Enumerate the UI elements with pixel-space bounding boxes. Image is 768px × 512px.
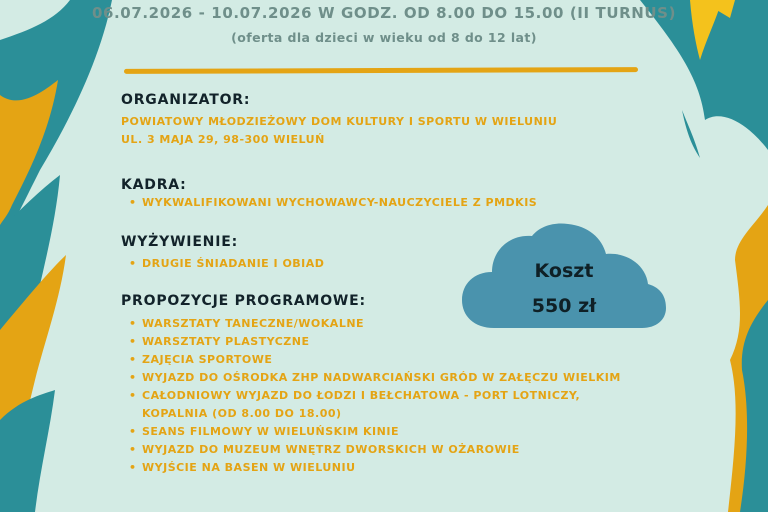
dates-line: 06.07.2026 - 10.07.2026 W GODZ. OD 8.00 DO 15.00 (II TURNUS): [91, 4, 677, 22]
list-item: • WYJAZD DO OŚRODKA ZHP NADWARCIAŃSKI GRÓD W ZAŁĘCZU WIELKIM: [129, 369, 621, 387]
food-heading: WYŻYWIENIE:: [121, 234, 238, 250]
cost-label: Koszt: [534, 260, 594, 282]
organizer-heading: ORGANIZATOR:: [121, 92, 251, 108]
food-list: [129, 255, 324, 273]
staff-heading: KADRA:: [121, 177, 187, 193]
program-list: [129, 315, 621, 477]
age-note: (oferta dla dzieci w wieku od 8 do 12 lat): [231, 30, 537, 45]
list-item: • DRUGIE ŚNIADANIE I OBIAD: [129, 255, 324, 273]
organizer-name: POWIATOWY MŁODZIEŻOWY DOM KULTURY I SPORTU W WIELUNIU: [121, 115, 558, 128]
list-item: • WYJŚCIE NA BASEN W WIELUNIU: [129, 459, 621, 477]
list-item: • CAŁODNIOWY WYJAZD DO ŁODZI I BEŁCHATOWA - PORT LOTNICZY,: [129, 387, 621, 405]
staff-list: [129, 194, 537, 212]
divider-rule: [124, 67, 638, 74]
list-item: • WYJAZD DO MUZEUM WNĘTRZ DWORSKICH W OŻAROWIE: [129, 441, 621, 459]
list-item: • SEANS FILMOWY W WIELUŃSKIM KINIE: [129, 423, 621, 441]
program-heading: PROPOZYCJE PROGRAMOWE:: [121, 293, 366, 309]
list-item: • WARSZTATY TANECZNE/WOKALNE: [129, 315, 621, 333]
cost-value: 550 zł: [531, 295, 597, 317]
list-item: • WYKWALIFIKOWANI WYCHOWAWCY-NAUCZYCIELE Z PMDKIS: [129, 194, 537, 212]
list-item: • ZAJĘCIA SPORTOWE: [129, 351, 621, 369]
list-item-continuation: KOPALNIA (OD 8.00 DO 18.00): [142, 407, 342, 420]
organizer-address: UL. 3 MAJA 29, 98-300 WIELUŃ: [121, 133, 325, 146]
list-item: • WARSZTATY PLASTYCZNE: [129, 333, 621, 351]
